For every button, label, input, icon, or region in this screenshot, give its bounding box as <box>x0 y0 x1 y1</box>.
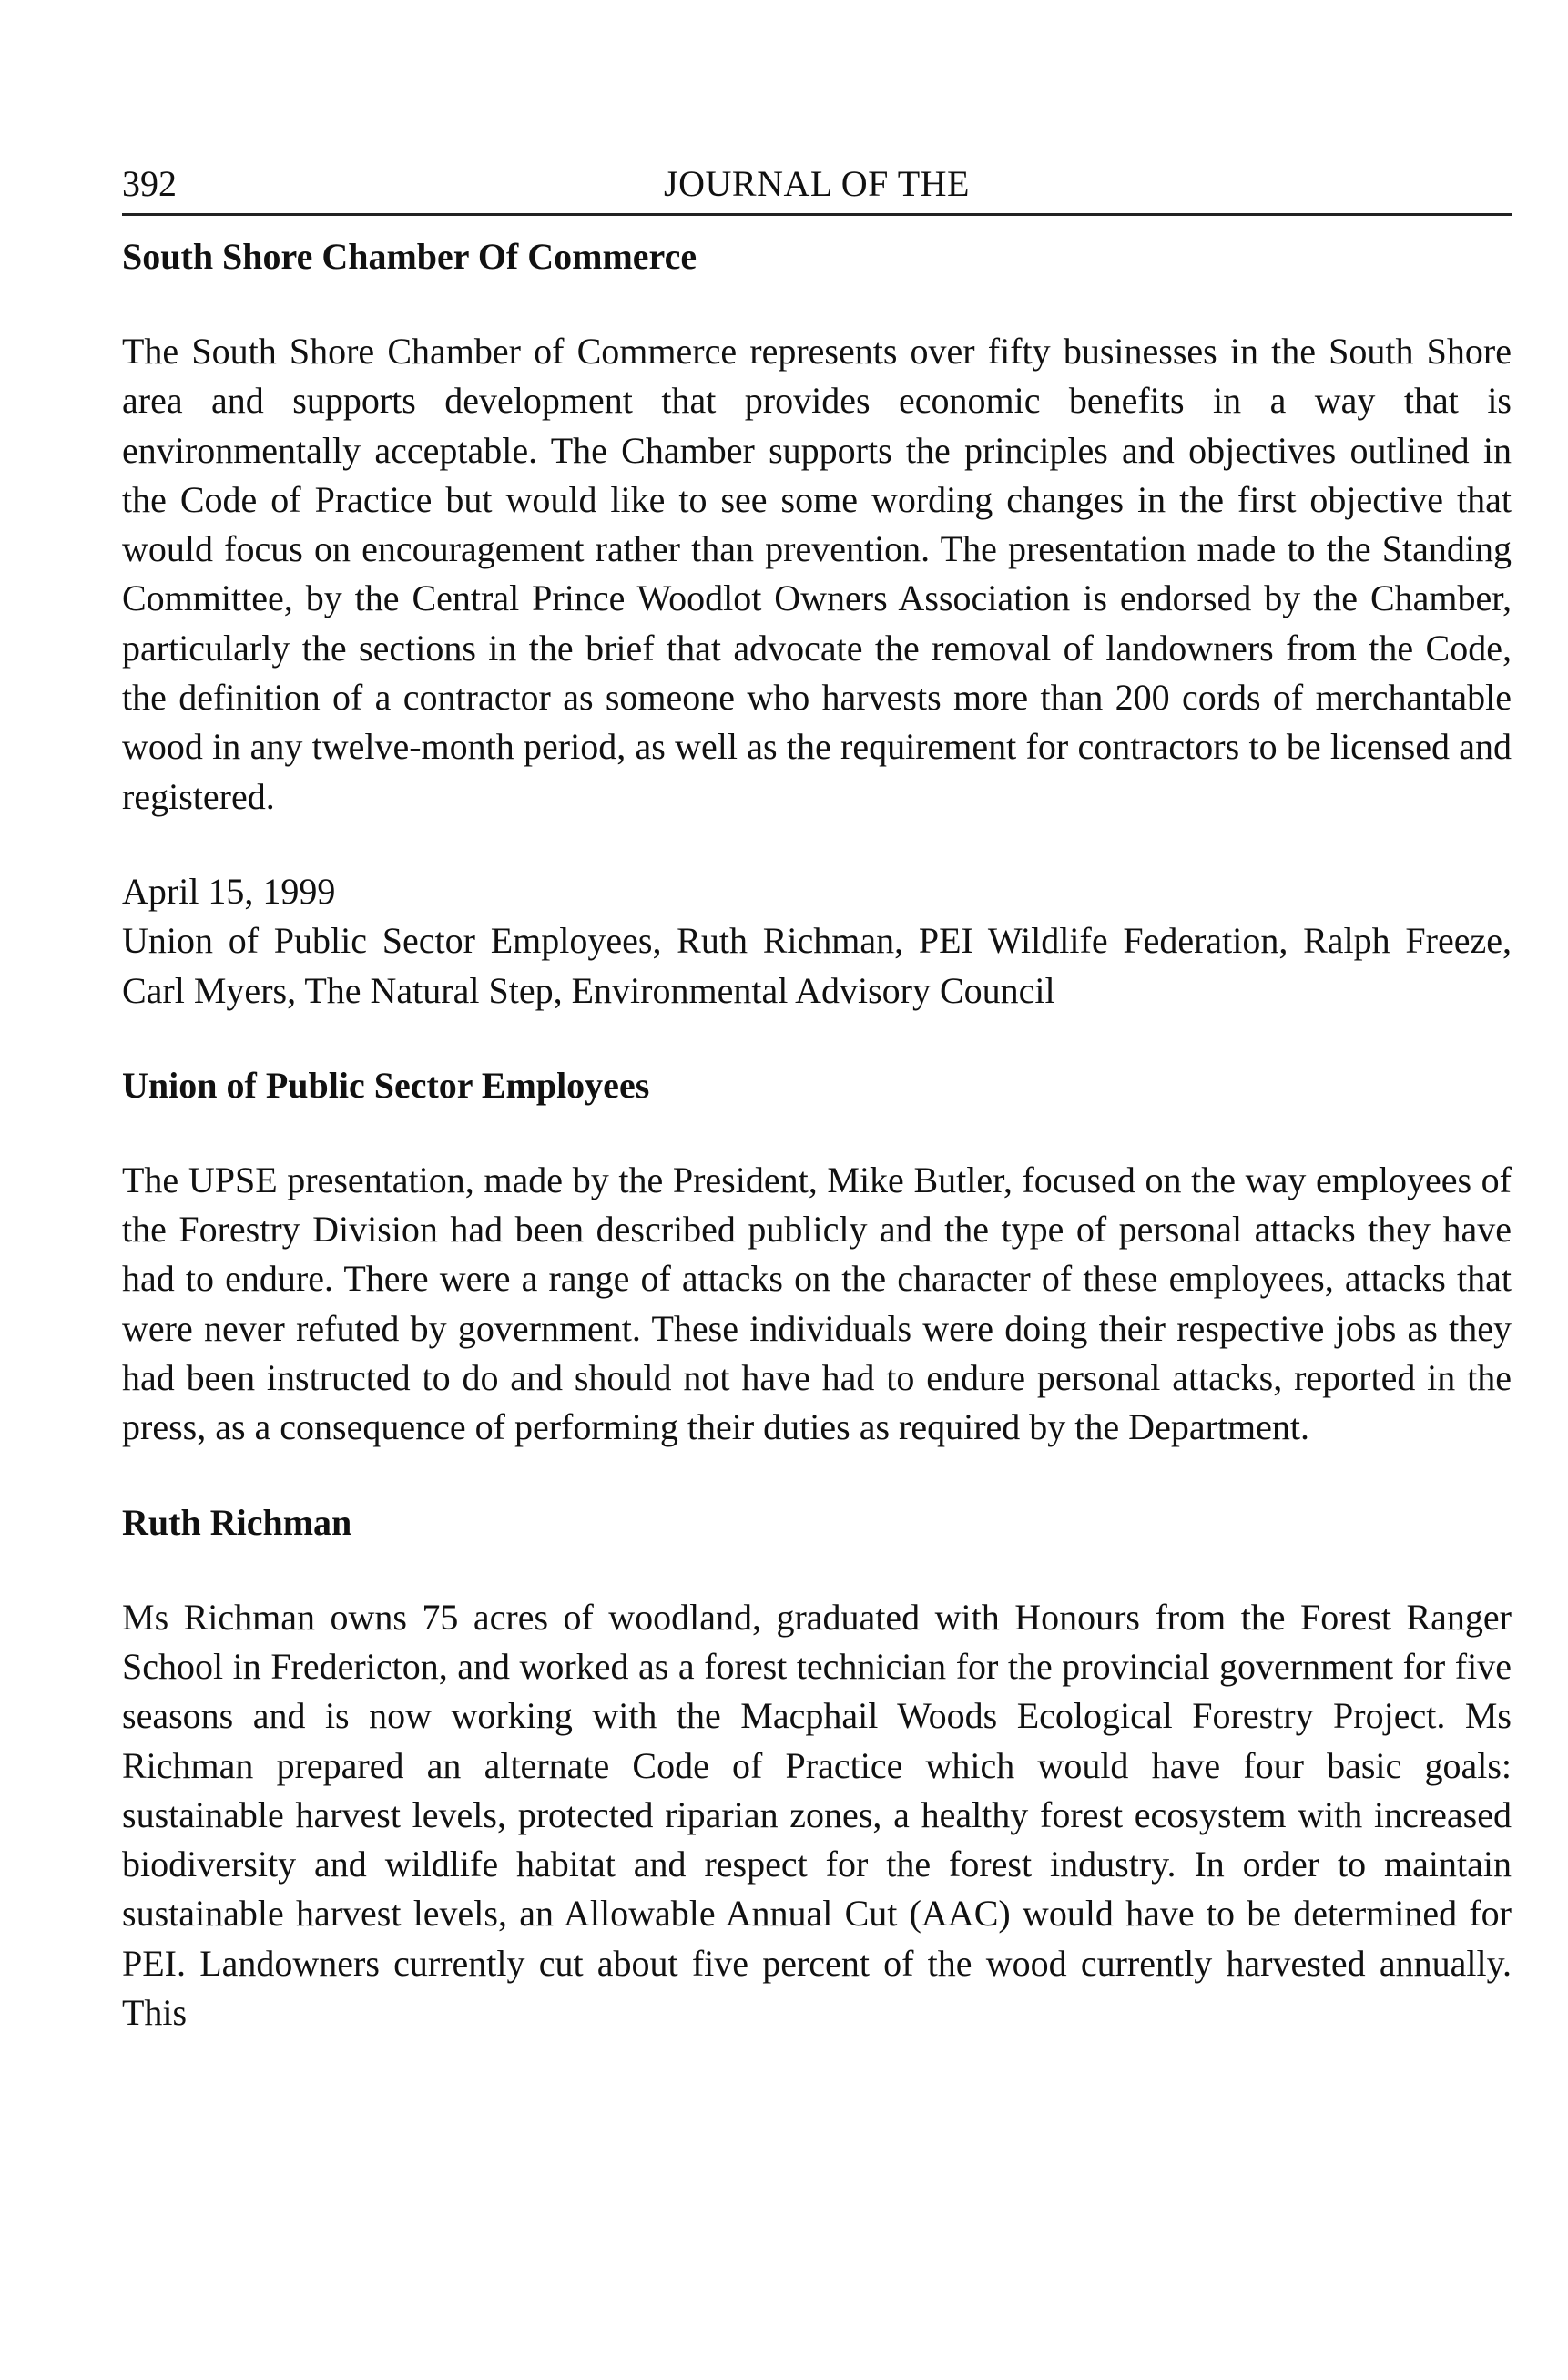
paragraph-upse: The UPSE presentation, made by the President, Mike Butler, focused on the way employees of the Forestry Division had been described publicly and the type of personal attacks they have had to endure. There were a range of attacks on the character of these employees, attacks that were never refuted by government. These individuals were doing their respective jobs as they had been instructed to do and should not have had to endure personal attacks, reported in the press, as a consequence of performing their duties as required by the Department. <box>122 1159 1512 1448</box>
page-number: 392 <box>122 163 177 204</box>
section-heading-south-shore-chamber: South Shore Chamber Of Commerce <box>122 236 697 277</box>
paragraph-ruth-richman: Ms Richman owns 75 acres of woodland, graduated with Honours from the Forest Ranger School in Fredericton, and worked as a forest technician for the provincial government for five seasons and is now working with the Macphail Woods Ecological Forestry Project. Ms Richman prepared an alternate Code of Practice which would have four basic goals: sustainable harvest levels, protected riparian zones, a healthy forest ecosystem with increased biodiversity and wildlife habitat and respect for the forest industry. In order to maintain sustainable harvest levels, an Allowable Annual Cut (AAC) would have to be determined for PEI. Landowners currently cut about five percent of the wood currently harvested annually. This <box>122 1596 1512 2034</box>
section-heading-ruth-richman: Ruth Richman <box>122 1501 352 1543</box>
presenters-list: Union of Public Sector Employees, Ruth Richman, PEI Wildlife Federation, Ralph Freeze, Carl Myers, The Natural Step, Environmental Advisory Council <box>122 920 1512 1011</box>
paragraph-south-shore-chamber: The South Shore Chamber of Commerce represents over fifty businesses in the South Shore area and supports development that provides economic benefits in a way that is environmentally acceptable. The Chamber supports the principles and objectives outlined in the Code of Practice but would like to see some wording changes in the first objective that would focus on encouragement rather than prevention. The presentation made to the Standing Committee, by the Central Prince Woodlot Owners Association is endorsed by the Chamber, particularly the sections in the brief that advocate the removal of landowners from the Code, the definition of a contractor as someone who harvests more than 200 cords of merchantable wood in any twelve-month period, as well as the requirement for contractors to be licensed and registered. <box>122 331 1512 817</box>
section-heading-upse: Union of Public Sector Employees <box>122 1064 650 1106</box>
hearing-date: April 15, 1999 <box>122 870 336 912</box>
journal-page <box>122 155 1512 2038</box>
running-header <box>122 155 1512 216</box>
journal-title: JOURNAL OF THE <box>664 163 970 204</box>
